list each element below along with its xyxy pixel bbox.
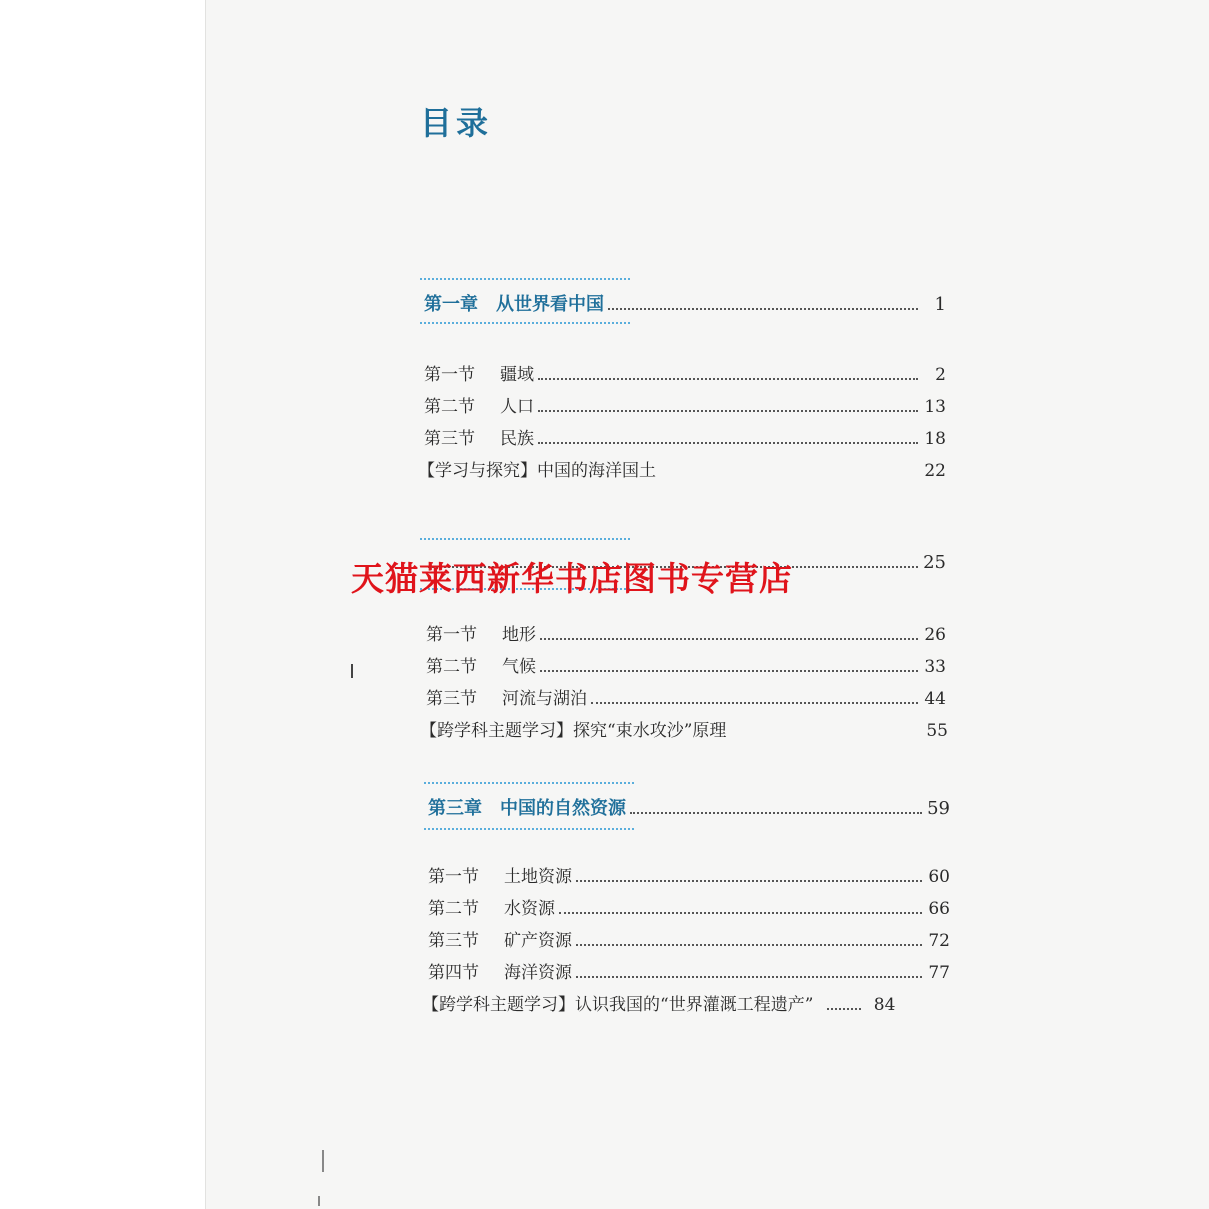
chapter-name: 中国的自然资源 [500, 798, 626, 819]
chapter-prefix: 第三章 [428, 798, 482, 819]
leader-dots [591, 702, 918, 704]
page-number: 22 [924, 461, 946, 481]
leader-dots [538, 410, 918, 412]
toc-entry[interactable] [424, 426, 946, 452]
store-watermark: 天猫莱西新华书店图书专营店 [351, 559, 793, 598]
leader-dots [576, 976, 922, 978]
toc-entry[interactable] [424, 394, 946, 420]
page-number: 1 [934, 294, 946, 315]
page-number: 84 [873, 995, 896, 1015]
leader-dots [540, 670, 918, 672]
page-number: 59 [927, 798, 950, 819]
leader-dots [608, 308, 918, 310]
section-name: 河流与湖泊 [502, 689, 587, 709]
leader-dots [630, 812, 922, 814]
page-number: 25 [923, 552, 946, 573]
toc-entry[interactable] [428, 864, 950, 890]
section-prefix: 第一节 [428, 867, 479, 887]
leader-dots [730, 734, 920, 736]
leader-dots [538, 378, 918, 380]
leader-dots [827, 1008, 861, 1010]
section-name: 疆域 [500, 365, 534, 385]
section-name: 【跨学科主题学习】认识我国的“世界灌溉工程遗产” [422, 995, 814, 1015]
section-name: 矿产资源 [504, 931, 572, 951]
scan-speck [351, 664, 353, 678]
toc-chapter-1[interactable] [424, 292, 946, 318]
leader-dots [576, 880, 922, 882]
chapter-name: 从世界看中国 [496, 294, 604, 315]
toc-entry[interactable] [428, 896, 950, 922]
toc-entry[interactable] [426, 686, 946, 712]
section-name: 水资源 [504, 899, 555, 919]
section-name: 地形 [502, 625, 536, 645]
leader-dots [660, 474, 918, 476]
section-prefix: 第二节 [428, 899, 479, 919]
toc-entry[interactable] [420, 718, 948, 744]
section-prefix: 第三节 [428, 931, 479, 951]
toc-entry[interactable] [418, 458, 946, 484]
page-number: 55 [926, 721, 948, 741]
chapter-prefix: 第一章 [424, 294, 478, 315]
section-prefix: 第一节 [426, 625, 477, 645]
chapter-divider [420, 538, 630, 540]
toc-entry[interactable] [428, 928, 950, 954]
toc-entry[interactable] [424, 362, 946, 388]
leader-dots [538, 442, 918, 444]
section-name: 【学习与探究】中国的海洋国土 [418, 461, 656, 481]
page-number: 66 [928, 899, 950, 919]
section-prefix: 第三节 [424, 429, 475, 449]
section-prefix: 第四节 [428, 963, 479, 983]
toc-entry[interactable] [426, 654, 946, 680]
page-number: 60 [928, 867, 950, 887]
section-prefix: 第三节 [426, 689, 477, 709]
page-number: 77 [928, 963, 950, 983]
toc-chapter-3[interactable] [428, 796, 950, 822]
leader-dots [559, 912, 922, 914]
chapter-divider [424, 782, 634, 784]
page-number: 26 [924, 625, 946, 645]
page-number: 13 [924, 397, 946, 417]
toc-entry[interactable] [422, 992, 952, 1018]
leader-dots [576, 944, 922, 946]
section-name: 土地资源 [504, 867, 572, 887]
chapter-divider [424, 828, 634, 830]
page-number: 33 [924, 657, 946, 677]
section-name: 海洋资源 [504, 963, 572, 983]
page-number: 2 [935, 365, 946, 385]
leader-dots [540, 638, 918, 640]
section-name: 民族 [500, 429, 534, 449]
toc-entry[interactable] [428, 960, 950, 986]
chapter-divider [420, 278, 630, 280]
section-prefix: 第二节 [426, 657, 477, 677]
scan-speck [322, 1150, 324, 1172]
section-prefix: 第一节 [424, 365, 475, 385]
section-name: 气候 [502, 657, 536, 677]
toc-entry[interactable] [426, 622, 946, 648]
scan-speck [318, 1196, 320, 1206]
page-number: 18 [924, 429, 946, 449]
section-name: 人口 [500, 397, 534, 417]
page-number: 72 [928, 931, 950, 951]
page-number: 44 [924, 689, 946, 709]
page-title: 目录 [420, 104, 493, 142]
section-prefix: 第二节 [424, 397, 475, 417]
book-page [205, 0, 1209, 1209]
chapter-divider [420, 322, 630, 324]
section-name: 【跨学科主题学习】探究“束水攻沙”原理 [420, 721, 727, 741]
